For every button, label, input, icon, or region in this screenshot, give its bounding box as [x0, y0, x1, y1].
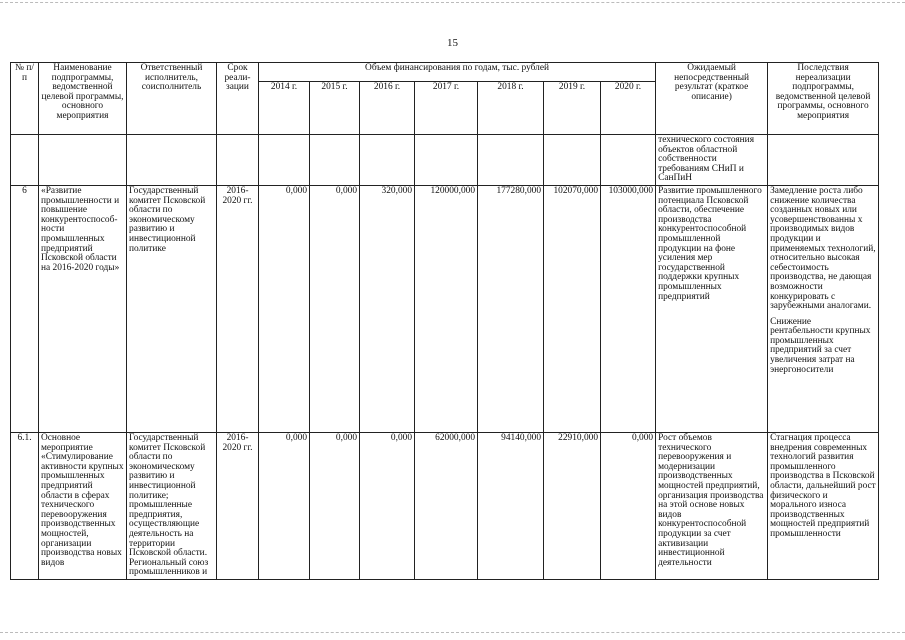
header-year: 2014 г. [259, 82, 310, 135]
cell-value [601, 135, 656, 186]
cell-value: 177280,000 [478, 185, 544, 432]
cell-value: 102070,000 [544, 185, 601, 432]
cell-result: Рост объемов технического перевооружения и модернизации производственных мощностей предприятий, организация производства на этой основе новых видов конкурентоспособной продукции за счет активизации инвестиционной деятельности [656, 432, 768, 579]
header-year: 2017 г. [415, 82, 478, 135]
cell-term [217, 135, 259, 186]
cell-term: 2016-2020 гг. [217, 185, 259, 432]
table-row [11, 185, 879, 432]
header-year: 2015 г. [310, 82, 360, 135]
header-year: 2020 г. [601, 82, 656, 135]
cell-value: 0,000 [259, 185, 310, 432]
cell-consequence [768, 432, 879, 579]
cell-value: 320,000 [360, 185, 415, 432]
cell-name: «Развитие промышленности и повышение конкурентоспособ-ности промышленных предприятий Псковской области на 2016-2020 годы» [39, 185, 127, 432]
cell-executor [127, 135, 217, 186]
page-number: 15 [447, 37, 458, 49]
cell-value [478, 135, 544, 186]
cell-value: 103000,000 [601, 185, 656, 432]
cell-value: 120000,000 [415, 185, 478, 432]
cell-value [544, 135, 601, 186]
scan-edge-bottom [0, 632, 905, 633]
cell-name: Основное мероприятие «Стимулирование активности крупных промышленных предприятий области в сферах технического перевооружения производственных мощностей, организации производства новых видов [39, 432, 127, 579]
cell-executor: Государственный комитет Псковской области по экономическому развитию и инвестиционной политике [127, 185, 217, 432]
header-consequence: Последствия нереализации подпрограммы, ведомственной целевой программы, основного мероприятия [768, 63, 879, 135]
header-year: 2019 г. [544, 82, 601, 135]
budget-table [10, 62, 879, 580]
cell-term: 2016-2020 гг. [217, 432, 259, 579]
cell-value: 0,000 [360, 432, 415, 579]
header-term: Срок реали-зации [217, 63, 259, 135]
cell-result: технического состояния объектов областной собственности требованиям СНиП и СанПиН [656, 135, 768, 186]
consequence-text-2: Снижение рентабельности крупных промышленных предприятий за счет увеличения затрат на энергоносители [770, 316, 871, 375]
header-name: Наименование подпрограммы, ведомственной целевой программы, основного мероприятия [39, 63, 127, 135]
cell-value: 22910,000 [544, 432, 601, 579]
cell-consequence [768, 135, 879, 186]
cell-value: 0,000 [601, 432, 656, 579]
cell-num: 6 [11, 185, 39, 432]
header-year: 2016 г. [360, 82, 415, 135]
cell-num [11, 135, 39, 186]
cell-consequence [768, 185, 879, 432]
consequence-text: Стагнация процесса внедрения современных технологий развития промышленного производства в Псковской области, дальнейший рост физического и морального износа производственных мощностей предприятий промышленности [770, 432, 876, 539]
table-row [11, 135, 879, 186]
cell-value [415, 135, 478, 186]
scan-edge-top [0, 2, 905, 3]
cell-result: Развитие промышленного потенциала Псковской области, обеспечение производства конкурентоспособной промышленной продукции на фоне усиления мер государственной поддержки крупных промышленных предприятий [656, 185, 768, 432]
header-executor: Ответственный исполнитель, соисполнитель [127, 63, 217, 135]
header-year: 2018 г. [478, 82, 544, 135]
cell-value [310, 135, 360, 186]
table-row [11, 432, 879, 579]
consequence-text: Замедление роста либо снижение количества созданных новых или усовершенствованны х производимых видов продукции и применяемых технологий, относительно высокая себестоимость производства, не дающая возможности конкурировать с зарубежными аналогами. [770, 185, 876, 312]
header-num: № п/п [11, 63, 39, 135]
cell-name [39, 135, 127, 186]
cell-num: 6.1. [11, 432, 39, 579]
cell-value: 94140,000 [478, 432, 544, 579]
cell-value: 0,000 [310, 185, 360, 432]
cell-value: 62000,000 [415, 432, 478, 579]
cell-value: 0,000 [259, 432, 310, 579]
header-row [11, 63, 879, 82]
cell-value: 0,000 [310, 432, 360, 579]
header-result: Ожидаемый непосредственный результат (краткое описание) [656, 63, 768, 135]
header-funding: Объем финансирования по годам, тыс. рублей [259, 63, 656, 82]
cell-value [259, 135, 310, 186]
cell-value [360, 135, 415, 186]
cell-executor: Государственный комитет Псковской области по экономическому развитию и инвестиционной политике; промышленные предприятия, осуществляющие деятельность на территории Псковской области. Региональный союз промышленников и [127, 432, 217, 579]
